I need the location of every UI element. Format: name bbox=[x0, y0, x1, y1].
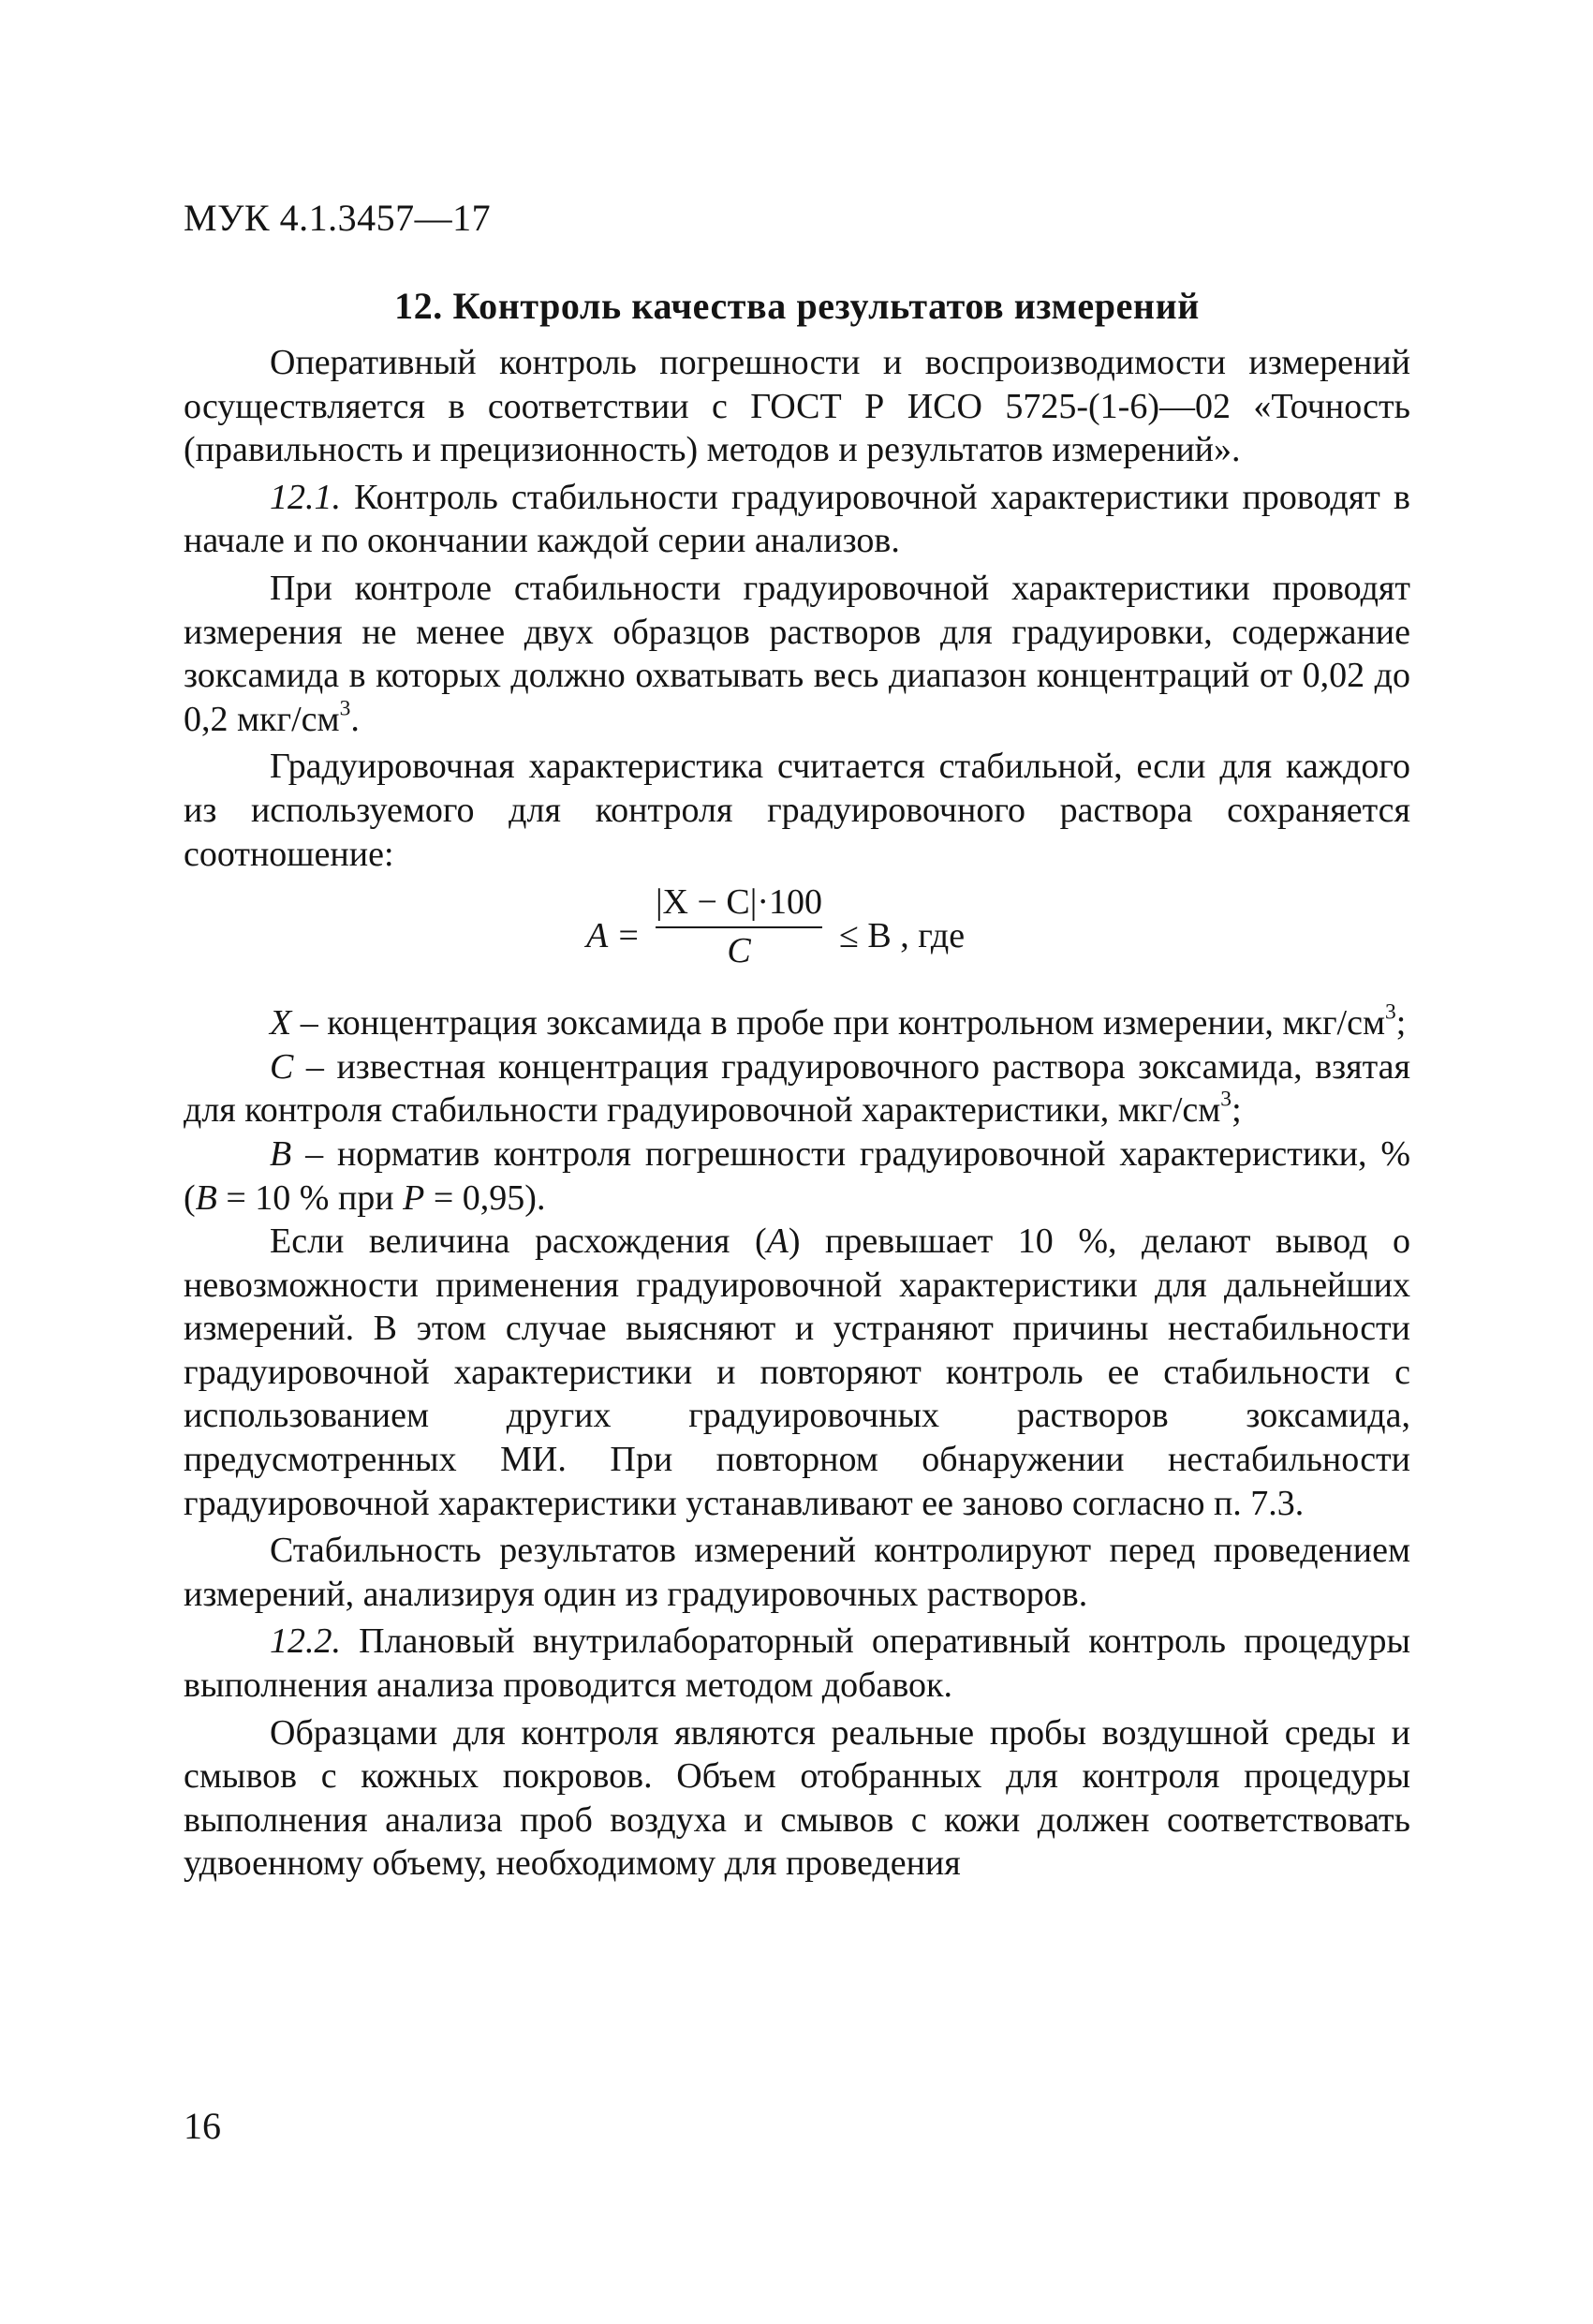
page-number: 16 bbox=[184, 2105, 221, 2147]
formula-fraction bbox=[650, 881, 828, 971]
superscript-3: 3 bbox=[339, 696, 351, 721]
fraction-bar bbox=[656, 926, 822, 928]
definition-b-mid: = 10 % при bbox=[216, 1177, 404, 1218]
paragraph-exceed bbox=[184, 1220, 1410, 1525]
formula-numerator: |X − C|·100 bbox=[655, 882, 823, 923]
definition-c bbox=[184, 1045, 1410, 1132]
paragraph-calibration-check bbox=[184, 567, 1410, 741]
formula-lhs: A = bbox=[586, 916, 641, 956]
definition-b-text: – норматив контроля погрешности градуировочной характеристики, % ( bbox=[184, 1133, 1410, 1218]
paragraph-results-stability bbox=[184, 1529, 1410, 1616]
formula-discrepancy bbox=[184, 881, 1410, 996]
variable-x: X bbox=[270, 1003, 292, 1044]
paragraph-intro-text: Оперативный контроль погрешности и воспроизводимости измерений осуществляется в соответствии с ГОСТ Р ИСО 5725-(1-6)—02 «Точность (правильность и прецизионность) методов и результатов измерений». bbox=[184, 343, 1410, 470]
paragraph-stability-condition bbox=[184, 745, 1410, 876]
clause-number-12-1: 12.1. bbox=[270, 477, 341, 517]
variable-c: C bbox=[270, 1046, 294, 1087]
paragraph-12-1 bbox=[184, 476, 1410, 563]
calibration-check-end: . bbox=[350, 699, 360, 739]
samples-text: Образцами для контроля являются реальные пробы воздушной среды и смывов с кожных покровов. Объем отобранных для контроля процедуры выполнения анализа проб воздуха и смывов с кожи должен соответствовать удвоенному объему, необходимому для проведения bbox=[184, 1712, 1410, 1884]
definition-x-text: – концентрация зоксамида в пробе при контрольном измерении, мкг/см bbox=[291, 1003, 1385, 1044]
running-header: МУК 4.1.3457—17 bbox=[184, 197, 492, 239]
formula-denominator: C bbox=[727, 931, 751, 971]
variable-b: B bbox=[270, 1133, 292, 1174]
paragraph-samples bbox=[184, 1711, 1410, 1886]
exceed-start: Если величина расхождения ( bbox=[270, 1221, 767, 1262]
results-stability-text: Стабильность результатов измерений контролируют перед проведением измерений, анализируя один из градуировочных растворов. bbox=[184, 1531, 1410, 1614]
variable-p: P bbox=[403, 1177, 425, 1218]
semicolon: ; bbox=[1232, 1090, 1242, 1131]
calibration-check-text: При контроле стабильности градуировочной характеристики проводят измерения не менее двух образцов растворов для градуировки, содержание зоксамида в которых должно охватывать весь диапазон концентраций от 0,02 до 0,2 мкг/см bbox=[184, 568, 1410, 739]
paragraph-intro bbox=[184, 341, 1410, 472]
paragraph-12-2 bbox=[184, 1620, 1410, 1707]
superscript-3: 3 bbox=[1220, 1087, 1232, 1112]
clause-number-12-2: 12.2. bbox=[270, 1621, 341, 1662]
variable-a: A bbox=[766, 1221, 789, 1262]
document-page bbox=[184, 0, 1410, 2324]
exceed-rest: ) превышает 10 %, делают вывод о невозможности применения градуировочной характеристики для дальнейших измерений. В этом случае выясняют и устраняют причины нестабильности градуировочной характеристики и повторяют контроль ее стабильности с использованием других градуировочных растворов зоксамида, предусмотренных МИ. При повторном обнаружении нестабильности градуировочной характеристики устанавливают ее заново согласно п. 7.3. bbox=[184, 1221, 1410, 1523]
semicolon: ; bbox=[1395, 1003, 1407, 1044]
variable-b-inline: B bbox=[195, 1177, 217, 1218]
clause-text-12-1: Контроль стабильности градуировочной характеристики проводят в начале и по окончании каждой серии анализов. bbox=[184, 477, 1410, 561]
definition-b-end: = 0,95). bbox=[424, 1177, 546, 1218]
definition-x bbox=[184, 1001, 1410, 1045]
clause-text-12-2: Плановый внутрилабораторный оперативный контроль процедуры выполнения анализа проводится методом добавок. bbox=[184, 1621, 1410, 1706]
formula-rhs: ≤ B , где bbox=[839, 916, 966, 956]
superscript-3: 3 bbox=[1385, 999, 1396, 1025]
section-heading: 12. Контроль качества результатов измерений bbox=[394, 285, 1200, 327]
definition-b bbox=[184, 1132, 1410, 1220]
stability-condition-text: Градуировочная характеристика считается стабильной, если для каждого из используемого для контроля градуировочного раствора сохраняется соотношение: bbox=[184, 747, 1410, 874]
definition-c-text: – известная концентрация градуировочного раствора зоксамида, взятая для контроля стабильности градуировочной характеристики, мкг/см bbox=[184, 1046, 1410, 1131]
page-content bbox=[184, 283, 1410, 1886]
